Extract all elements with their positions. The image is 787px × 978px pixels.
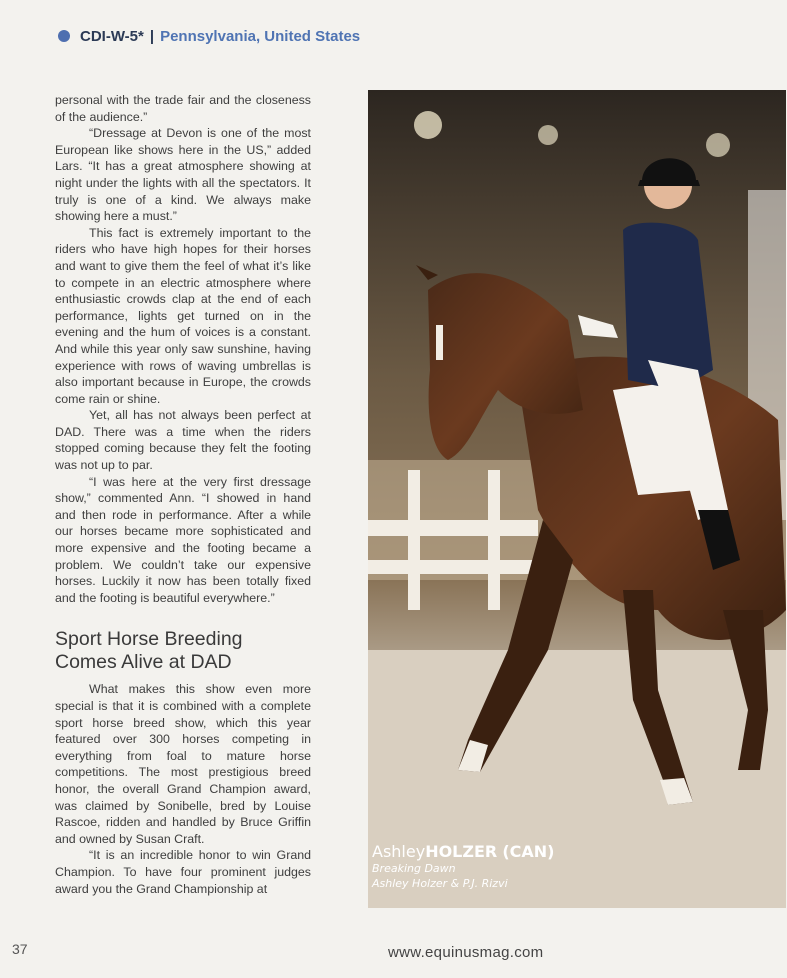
header-separator: | xyxy=(149,27,155,45)
rider-country: (CAN) xyxy=(502,842,555,861)
event-class: CDI-W-5* xyxy=(80,27,144,45)
dressage-photo xyxy=(368,90,786,908)
photo-credit: Ashley Holzer & P.J. Rizvi xyxy=(372,877,508,890)
photo-caption xyxy=(372,842,554,891)
section-header xyxy=(58,24,360,48)
rider-name xyxy=(372,842,554,861)
rider-last-name: HOLZER xyxy=(425,842,498,861)
subheading-line: Sport Horse Breeding xyxy=(55,628,243,651)
website-url: www.equinusmag.com xyxy=(388,944,544,961)
horse-name: Breaking Dawn xyxy=(372,862,456,875)
rider-first-name: Ashley xyxy=(372,842,426,861)
article-paragraph: What makes this show even more special is that it is combined with a complete sport horse breed show, which this year featured over 300 horses competing in everything from foal to mature horse competitions. The most prestigious breed honor, the overall Grand Champion award, was claimed by Sonibelle, bred by Louise Rascoe, ridden and handled by Bruce Griffin and owned by Susan Craft. xyxy=(55,682,311,846)
article-paragraph: “Dressage at Devon is one of the most European like shows here in the US,” added Lars. “It has a great atmosphere showing at night under the lights with all the spectators. It truly is one of a kind. We always make showing here a must.” xyxy=(55,126,311,224)
article-paragraph: personal with the trade fair and the closeness of the audience.” xyxy=(55,93,311,124)
article-paragraph: “I was here at the very first dressage show,” commented Ann. “I showed in hand and then rode in performance. After a while our horses became more sophisticated and more expensive and the footing became a problem. We couldn’t take our expensive horses. Luckily it now has been totally fixed and the footing is beautiful everywhere.” xyxy=(55,474,311,605)
event-location: Pennsylvania, United States xyxy=(160,27,361,45)
article-paragraph: This fact is extremely important to the riders who have high hopes for their horses and want to give them the feel of what it’s like to compete in an electric atmosphere where enthusiastic crowds clap at the end of each performance, lights get turned on in the evening and the hum of voices is a constant. And while this year only saw sunshine, having experience with rows of waving umbrellas is also important because in Europe, the crowds come rain or shine. xyxy=(55,225,311,406)
article-subheading xyxy=(55,628,311,674)
bullet-dot-icon xyxy=(58,30,70,42)
subheading-line: Comes Alive at DAD xyxy=(55,651,232,674)
article-column xyxy=(55,92,311,897)
horse-rider-illustration xyxy=(368,90,786,908)
article-paragraph: Yet, all has not always been perfect at DAD. There was a time when the riders stopped coming because they felt the footing was not up to par. xyxy=(55,408,311,473)
page-number: 37 xyxy=(12,941,28,957)
article-paragraph: “It is an incredible honor to win Grand Champion. To have four prominent judges award you the Grand Championship at xyxy=(55,848,311,896)
